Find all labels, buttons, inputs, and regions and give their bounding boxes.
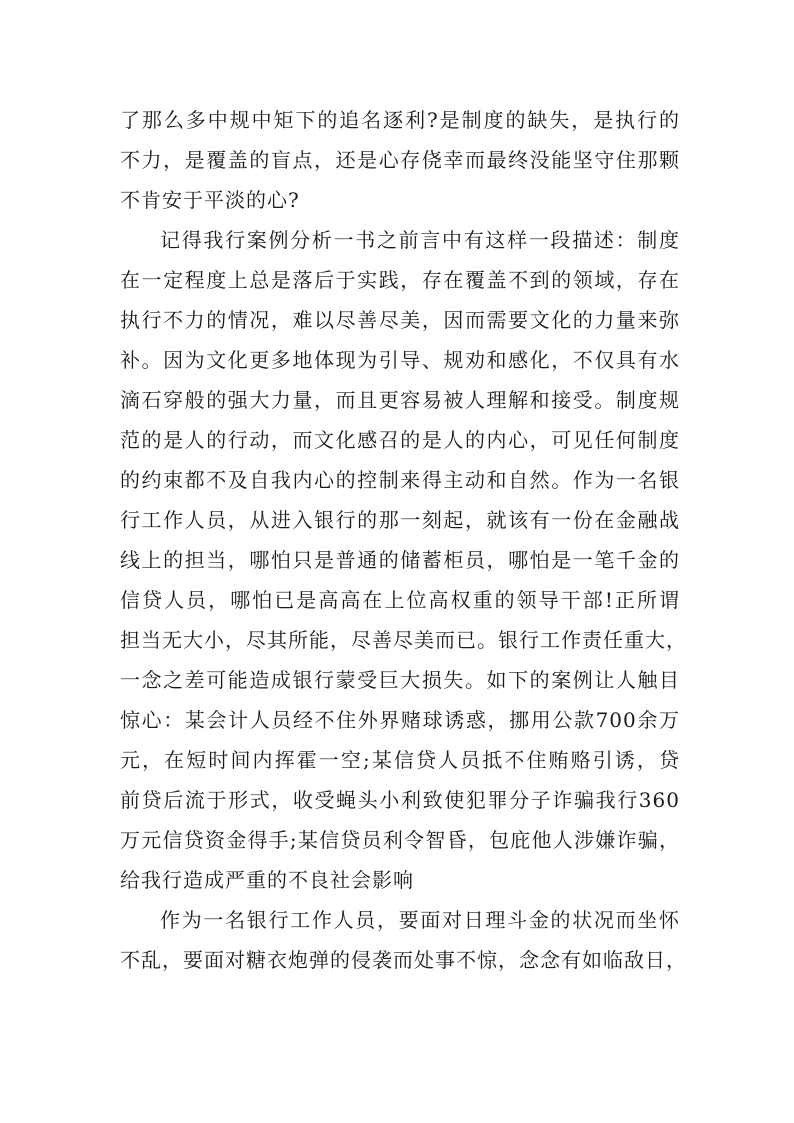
text-line: 一念之差可能造成银行蒙受巨大损失。如下的案例让人触目 (120, 668, 680, 692)
text-line: 行工作人员，从进入银行的那一刻起，就该有一份在金融战 (120, 508, 680, 532)
text-line: 担当无大小，尽其所能，尽善尽美而已。银行工作责任重大， (120, 628, 687, 652)
document-page (120, 100, 687, 980)
text-line: 滴石穿般的强大力量，而且更容易被人理解和接受。制度规 (120, 388, 680, 412)
paragraph-3 (120, 900, 687, 980)
text-line: 前贷后流于形式，收受蝇头小利致使犯罪分子诈骗我行360 (120, 788, 680, 812)
text-line: 补。因为文化更多地体现为引导、规劝和感化，不仅具有水 (120, 348, 680, 372)
paragraph-2 (120, 220, 687, 900)
text-line: 的约束都不及自我内心的控制来得主动和自然。作为一名银 (120, 468, 680, 492)
text-line: 信贷人员，哪怕已是高高在上位高权重的领导干部!正所谓 (120, 588, 680, 612)
text-line: 不乱，要面对糖衣炮弹的侵袭而处事不惊，念念有如临敌日， (120, 948, 687, 972)
text-line: 万元信贷资金得手;某信贷员利令智昏，包庇他人涉嫌诈骗， (120, 828, 680, 852)
paragraph-1 (120, 100, 680, 220)
text-line: 不肯安于平淡的心? (120, 188, 300, 212)
text-line: 不力，是覆盖的盲点，还是心存侥幸而最终没能坚守住那颗 (120, 148, 680, 172)
text-line: 惊心：某会计人员经不住外界赌球诱惑，挪用公款700余万 (120, 708, 680, 732)
text-line: 在一定程度上总是落后于实践，存在覆盖不到的领域，存在 (120, 268, 680, 292)
text-line: 范的是人的行动，而文化感召的是人的内心，可见任何制度 (120, 428, 680, 452)
text-line: 执行不力的情况，难以尽善尽美，因而需要文化的力量来弥 (120, 308, 680, 332)
text-line: 元，在短时间内挥霍一空;某信贷人员抵不住贿赂引诱，贷 (120, 748, 680, 772)
text-line: 记得我行案例分析一书之前言中有这样一段描述：制度 (160, 228, 680, 252)
text-line: 了那么多中规中矩下的追名逐利?是制度的缺失，是执行的 (120, 108, 680, 132)
text-line: 作为一名银行工作人员，要面对日理斗金的状况而坐怀 (160, 908, 680, 932)
text-line: 线上的担当，哪怕只是普通的储蓄柜员，哪怕是一笔千金的 (120, 548, 680, 572)
text-line: 给我行造成严重的不良社会影响 (120, 868, 414, 892)
